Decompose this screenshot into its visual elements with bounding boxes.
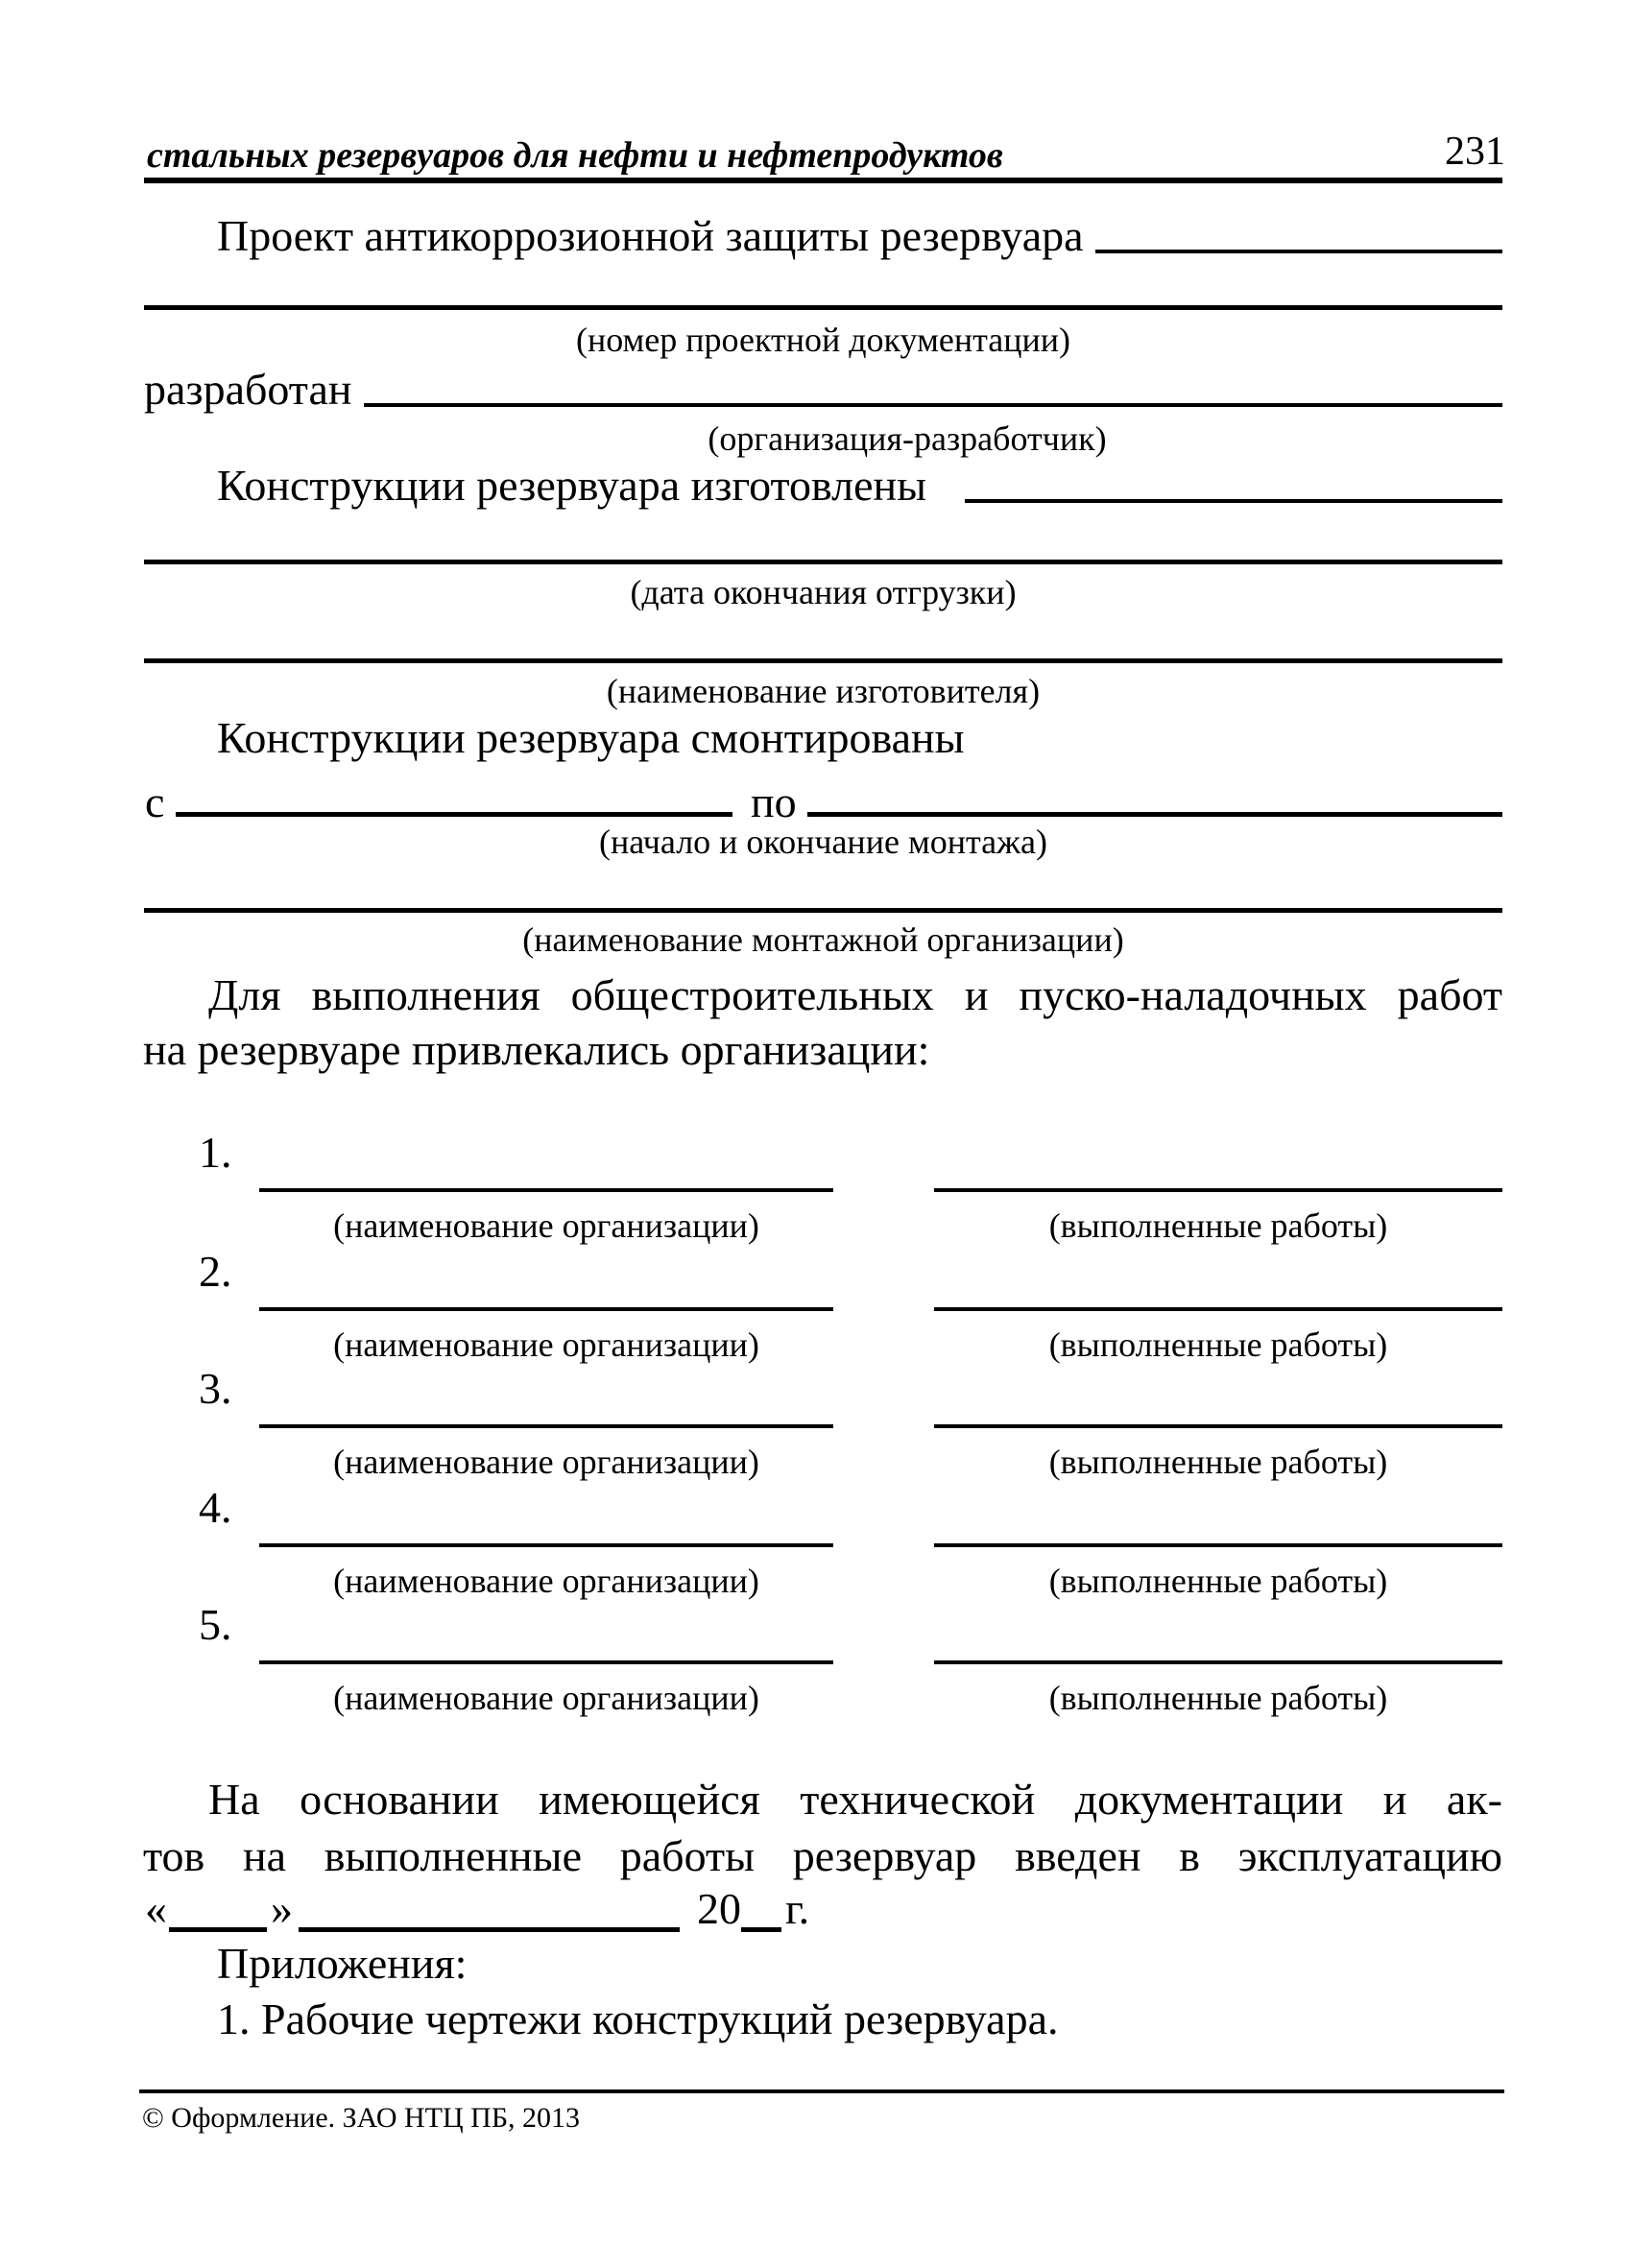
mounting-from-label: с xyxy=(145,777,165,826)
footer-rule xyxy=(139,2089,1504,2093)
commissioning-paragraph xyxy=(143,1771,1502,1884)
caption-org-name: (наименование организации) xyxy=(333,1679,759,1717)
org-item-4 xyxy=(0,1483,1632,1601)
org-item-3 xyxy=(0,1364,1632,1482)
org-name-blank-line xyxy=(259,1486,833,1547)
commissioning-paragraph-line1: На основании имеющейся технической документации и ак- xyxy=(208,1775,1502,1824)
developed-row xyxy=(144,365,1502,415)
org-works-blank-line xyxy=(934,1486,1502,1547)
mounting-to-blank-line xyxy=(807,779,1502,817)
copyright-text: © Оформление. ЗАО НТЦ ПБ, 2013 xyxy=(142,2102,581,2134)
caption-org-works: (выполненные работы) xyxy=(1048,1443,1388,1481)
caption-developer-org: (организация-разработчик) xyxy=(708,419,1107,458)
attachments-item-1: 1. Рабочие чертежи конструкций резервуара. xyxy=(217,1994,1059,2043)
manufactured-label: Конструкции резервуара изготовлены xyxy=(217,461,927,510)
org-name-blank-line xyxy=(259,1603,833,1664)
caption-org-name: (наименование организации) xyxy=(333,1206,759,1245)
header-rule xyxy=(144,178,1502,183)
developed-label: разработан xyxy=(144,365,352,414)
caption-org-works: (выполненные работы) xyxy=(1048,1562,1388,1600)
org-item-number: 3. xyxy=(199,1364,232,1413)
manufactured-row xyxy=(217,461,1502,511)
org-item-number: 5. xyxy=(199,1600,232,1649)
involved-paragraph-line2: на резервуаре привлекались организации: xyxy=(143,1025,930,1074)
mounting-to-label: по xyxy=(751,777,797,826)
mounted-heading: Конструкции резервуара смонтированы xyxy=(217,713,965,762)
org-item-1 xyxy=(0,1128,1632,1246)
running-header-title: стальных резервуаров для нефти и нефтепродуктов xyxy=(147,135,1003,176)
caption-org-works: (выполненные работы) xyxy=(1048,1325,1388,1364)
date-year-blank-line xyxy=(741,1887,781,1932)
attachments-heading: Приложения: xyxy=(217,1939,468,1988)
caption-shipping-end-date: (дата окончания отгрузки) xyxy=(630,573,1017,611)
caption-org-name: (наименование организации) xyxy=(333,1325,759,1364)
date-year-suffix: г. xyxy=(785,1884,810,1933)
org-item-2 xyxy=(0,1247,1632,1365)
caption-mounting-period: (начало и окончание монтажа) xyxy=(599,823,1047,861)
project-blank-line xyxy=(1095,250,1502,253)
developer-blank-line xyxy=(364,403,1502,407)
mounting-org-blank-line xyxy=(144,908,1502,913)
date-open-quote: « xyxy=(145,1884,167,1933)
manufacturer-blank-line xyxy=(144,658,1502,663)
caption-org-works: (выполненные работы) xyxy=(1048,1679,1388,1717)
caption-mounting-org-name: (наименование монтажной организации) xyxy=(522,920,1124,959)
doc-number-blank-line xyxy=(144,305,1502,310)
org-works-blank-line xyxy=(934,1603,1502,1664)
org-item-number: 2. xyxy=(199,1247,232,1296)
involved-paragraph-line1: Для выполнения общестроительных и пуско-наладочных работ xyxy=(208,970,1502,1019)
date-day-blank-line xyxy=(169,1887,267,1932)
org-name-blank-line xyxy=(259,1250,833,1311)
manufactured-blank-line xyxy=(965,499,1502,503)
involved-orgs-paragraph xyxy=(143,967,1502,1077)
org-item-number: 1. xyxy=(199,1128,232,1177)
caption-project-doc-number: (номер проектной документации) xyxy=(575,321,1071,359)
caption-org-name: (наименование организации) xyxy=(333,1443,759,1481)
org-works-blank-line xyxy=(934,1131,1502,1192)
org-works-blank-line xyxy=(934,1367,1502,1428)
project-protection-label: Проект антикоррозионной защиты резервуара xyxy=(217,211,1084,260)
org-name-blank-line xyxy=(259,1131,833,1192)
mounting-from-blank-line xyxy=(176,779,732,817)
org-works-blank-line xyxy=(934,1250,1502,1311)
date-month-blank-line xyxy=(299,1887,680,1932)
date-close-quote: » xyxy=(271,1884,293,1933)
page-number: 231 xyxy=(1445,130,1505,174)
org-item-number: 4. xyxy=(199,1483,232,1532)
caption-org-works: (выполненные работы) xyxy=(1048,1206,1388,1245)
project-protection-row xyxy=(217,211,1502,261)
commissioning-paragraph-line2: тов на выполненные работы резервуар введен в эксплуатацию xyxy=(143,1831,1502,1880)
org-name-blank-line xyxy=(259,1367,833,1428)
caption-org-name: (наименование организации) xyxy=(333,1562,759,1600)
date-year-prefix: 20 xyxy=(697,1884,741,1933)
caption-manufacturer-name: (наименование изготовителя) xyxy=(606,672,1041,710)
shipping-date-blank-line xyxy=(144,560,1502,564)
org-item-5 xyxy=(0,1600,1632,1718)
